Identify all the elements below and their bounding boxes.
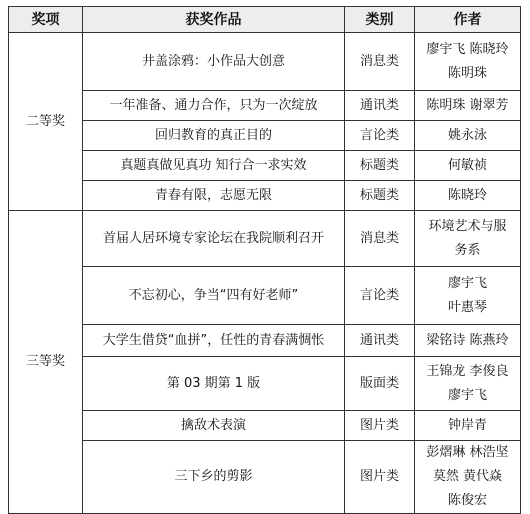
author-line: 陈晓玲 xyxy=(447,187,487,203)
category-cell: 通讯类 xyxy=(345,325,415,357)
author-cell xyxy=(415,211,521,267)
author-cell xyxy=(415,33,521,91)
category-cell: 版面类 xyxy=(345,357,415,411)
table-body xyxy=(9,33,521,514)
author-line: 廖宇飞 xyxy=(447,275,487,291)
table-row xyxy=(9,181,521,211)
header-row xyxy=(9,7,521,33)
work-title-cell: 一年准备、通力合作，只为一次绽放 xyxy=(83,91,345,121)
table-row xyxy=(9,91,521,121)
table-row xyxy=(9,121,521,151)
work-title-cell: 大学生借贷“血拼”，任性的青春满惆怅 xyxy=(83,325,345,357)
header-category: 类别 xyxy=(345,7,415,33)
author-line: 环境艺术与服 xyxy=(428,218,507,234)
author-line: 莫然 黄代焱 xyxy=(432,469,503,484)
table-row xyxy=(9,211,521,267)
work-title-cell: 首届人居环境专家论坛在我院顺利召开 xyxy=(83,211,345,267)
table-row xyxy=(9,357,521,411)
author-line: 钟岸青 xyxy=(447,417,487,433)
header-author: 作者 xyxy=(415,7,521,33)
author-line: 务系 xyxy=(454,242,481,258)
category-cell: 标题类 xyxy=(345,151,415,181)
table-row xyxy=(9,267,521,325)
author-cell xyxy=(415,121,521,151)
author-cell xyxy=(415,441,521,514)
author-line: 廖宇飞 xyxy=(447,387,487,403)
author-cell xyxy=(415,267,521,325)
author-line: 陈明珠 谢翠芳 xyxy=(426,97,509,113)
author-cell xyxy=(415,181,521,211)
header-work: 获奖作品 xyxy=(83,7,345,33)
author-line: 姚永泳 xyxy=(447,127,487,143)
author-line: 王锦龙 李俊良 xyxy=(426,363,509,379)
author-cell xyxy=(415,91,521,121)
author-line: 陈俊宏 xyxy=(447,493,487,508)
work-title-cell: 真题真做见真功 知行合一求实效 xyxy=(83,151,345,181)
work-title-cell: 三下乡的剪影 xyxy=(83,441,345,514)
award-level-cell: 二等奖 xyxy=(9,33,83,211)
category-cell: 言论类 xyxy=(345,121,415,151)
category-cell: 言论类 xyxy=(345,267,415,325)
author-line: 彭熠琳 林浩坚 xyxy=(426,445,509,460)
table-row xyxy=(9,151,521,181)
work-title-cell: 回归教育的真正目的 xyxy=(83,121,345,151)
award-level-cell: 三等奖 xyxy=(9,211,83,514)
author-cell xyxy=(415,411,521,441)
awards-table xyxy=(8,6,521,514)
author-line: 陈明珠 xyxy=(447,65,487,81)
work-title-cell: 井盖涂鸦：小作品大创意 xyxy=(83,33,345,91)
author-line: 何敏祯 xyxy=(447,157,487,173)
category-cell: 图片类 xyxy=(345,441,415,514)
table-row xyxy=(9,411,521,441)
author-line: 叶惠琴 xyxy=(447,299,487,315)
work-title-cell: 青春有限，志愿无限 xyxy=(83,181,345,211)
author-cell xyxy=(415,357,521,411)
category-cell: 标题类 xyxy=(345,181,415,211)
category-cell: 消息类 xyxy=(345,33,415,91)
author-cell xyxy=(415,325,521,357)
table-row xyxy=(9,325,521,357)
category-cell: 通讯类 xyxy=(345,91,415,121)
table-row xyxy=(9,33,521,91)
category-cell: 图片类 xyxy=(345,411,415,441)
author-line: 廖宇飞 陈晓玲 xyxy=(426,41,509,57)
work-title-cell: 不忘初心，争当“四有好老师” xyxy=(83,267,345,325)
author-line: 梁铭诗 陈燕玲 xyxy=(426,332,509,348)
header-award: 奖项 xyxy=(9,7,83,33)
work-title-cell: 擒敌术表演 xyxy=(83,411,345,441)
table-row xyxy=(9,441,521,514)
author-cell xyxy=(415,151,521,181)
category-cell: 消息类 xyxy=(345,211,415,267)
work-title-cell: 第 03 期第 1 版 xyxy=(83,357,345,411)
